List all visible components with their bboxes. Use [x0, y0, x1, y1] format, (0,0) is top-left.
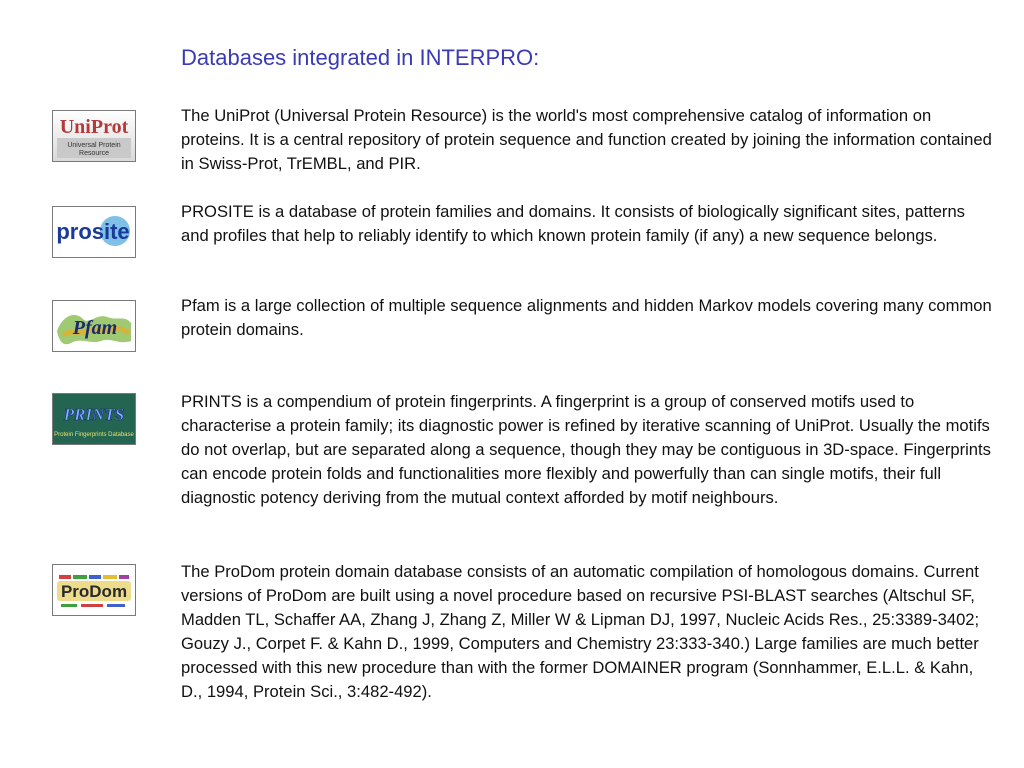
prodom-description: The ProDom protein domain database consists of an automatic compilation of homologous domains. Current versions of ProDom are built using a novel procedure based on recursive PSI-BLAST searches (Altschul SF, Madden TL, Schaffer AA, Zhang J, Zhang Z, Miller W & Lipman DJ, 1997, Nucleic Acids Res., 25:3389-3402; Gouzy J., Corpet F. & Kahn D., 1999, Computers and Chemistry 23:333-340.) Large families are much better processed with this new procedure than with the former DOMAINER program (Sonnhammer, E.L.L. & Kahn, D., 1994, Protein Sci., 3:482-492).	[181, 562, 980, 701]
prosite-description: PROSITE is a database of protein families and domains. It consists of biologically significant sites, patterns and profiles that help to reliably identify to which known protein family (if any) a new sequence belongs.	[181, 202, 965, 245]
svg-text:Resource: Resource	[79, 150, 109, 157]
prints-description: PRINTS is a compendium of protein fingerprints. A fingerprint is a group of conserved motifs used to characterise a protein family; its diagnostic power is refined by iterative scanning of UniProt. Usually the motifs do not overlap, but are separated along a sequence, though they may be contiguous in 3D-space. Fingerprints can encode protein folds and functionalities more flexibly and powerfully than can single motifs, their full diagnostic potency deriving from the mutual context afforded by motif neighbours.	[181, 392, 991, 507]
uniprot-description: The UniProt (Universal Protein Resource) is the world's most comprehensive catalog of information on proteins. It is a central repository of protein sequence and function created by joining the information contained in Swiss-Prot, TrEMBL, and PIR.	[181, 106, 992, 173]
prosite-logo	[52, 206, 136, 258]
slide-title: Databases integrated in INTERPRO:	[181, 45, 540, 70]
pfam-description: Pfam is a large collection of multiple sequence alignments and hidden Markov models covering many common protein domains.	[181, 296, 992, 339]
svg-text:PRINTS: PRINTS	[63, 405, 125, 424]
svg-text:ProDom: ProDom	[60, 582, 128, 601]
svg-text:Universal Protein: Universal Protein	[67, 142, 121, 149]
svg-text:Protein Fingerprints Database: Protein Fingerprints Database	[54, 432, 134, 438]
prints-logo	[52, 393, 136, 445]
svg-text:prosite: prosite	[56, 219, 130, 244]
uniprot-logo	[52, 110, 136, 162]
svg-text:Pfam: Pfam	[72, 317, 118, 339]
pfam-logo	[52, 300, 136, 352]
prodom-logo	[52, 564, 136, 616]
svg-text:UniProt: UniProt	[59, 116, 129, 138]
